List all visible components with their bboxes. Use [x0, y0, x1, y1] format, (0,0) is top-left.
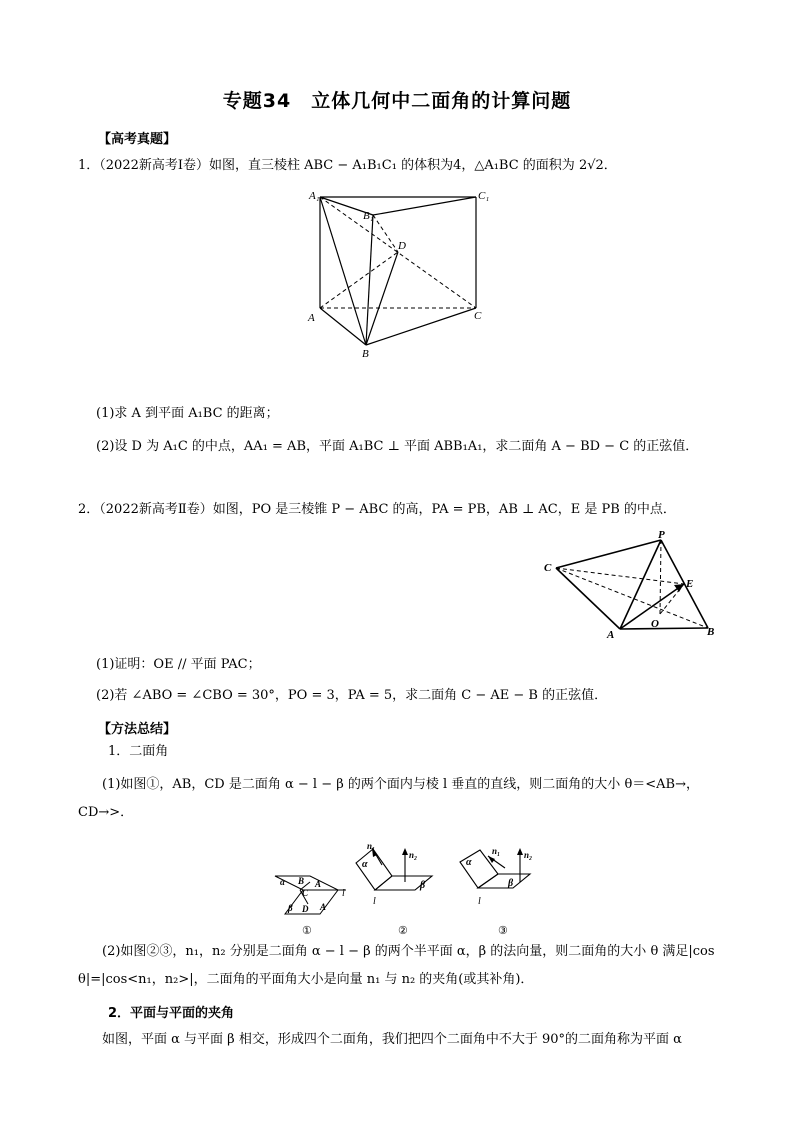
q2-stem: 2．（2022新高考Ⅱ卷）如图，PO 是三棱锥 P − ABC 的高，PA = PB，AB ⊥ AC，E 是 PB 的中点． — [78, 502, 676, 517]
section-heading-exam: 【高考真题】 — [98, 132, 177, 147]
label-C: C — [544, 562, 552, 574]
label-O: O — [651, 618, 659, 630]
fig2-beta: β — [420, 880, 426, 891]
fig2-n1: n₁ — [367, 841, 376, 851]
label-C: C — [474, 310, 482, 322]
method-para-3: 如图，平面 α 与平面 β 相交，形成四个二面角，我们把四个二面角中不大于 90°的二面角称为平面 α — [102, 1032, 682, 1047]
caption-1: ① — [302, 925, 312, 937]
q1-part1: (1)求 A 到平面 A₁BC 的距离； — [96, 406, 279, 421]
fig3-beta: β — [508, 878, 514, 889]
label-E: E — [686, 578, 694, 590]
fig2-l: l — [373, 896, 376, 907]
q1-part2: (2)设 D 为 A₁C 的中点，AA₁ = AB，平面 A₁BC ⊥ 平面 ABB₁A₁，求二面角 A − BD − C 的正弦值． — [96, 439, 699, 454]
fig2-n2: n₂ — [409, 850, 418, 860]
section-heading-method: 【方法总结】 — [98, 722, 177, 737]
q1-stem: 1．（2022新高考Ⅰ卷）如图，直三棱柱 ABC − A₁B₁C₁ 的体积为4，△A₁BC 的面积为 2√2． — [78, 158, 617, 173]
caption-2: ② — [398, 925, 408, 937]
method-heading-1: 1．二面角 — [108, 744, 169, 759]
q2-part1: (1)证明：OE // 平面 PAC； — [96, 657, 261, 672]
fig3-l: l — [478, 896, 481, 907]
method-para-2: (2)如图②③，n₁，n₂ 分别是二面角 α − l − β 的两个半平面 α，β 的法向量，则二面角的大小 θ 满足|cos θ|=|cos<n₁，n₂>|，二面角的平面角大小是向量 n₁ 与 n₂ 的夹角(或其补角)． — [78, 944, 715, 987]
label-A: A — [607, 629, 615, 641]
dihedral-figures — [270, 838, 570, 938]
fig3-n1: n₁ — [492, 846, 501, 856]
fig1-A-upper: A — [315, 879, 322, 889]
fig1-beta: β — [288, 903, 293, 913]
fig1-D: D — [302, 904, 309, 914]
fig1-A-lower: A — [320, 902, 327, 912]
label-P: P — [658, 530, 665, 541]
fig1-C: C — [302, 888, 309, 898]
q2-part2: (2)若 ∠ABO = ∠CBO = 30°，PO = 3，PA = 5，求二面角 C − AE − B 的正弦值． — [96, 688, 608, 703]
label-A: A — [308, 312, 315, 324]
fig3-alpha: α — [466, 857, 472, 868]
label-D: D — [398, 240, 406, 252]
caption-3: ③ — [498, 925, 508, 937]
method-para-1: (1)如图①，AB，CD 是二面角 α − l − β 的两个面内与棱 l 垂直的直线，则二面角的大小 θ＝<AB→，CD→>． — [78, 777, 699, 820]
fig1-B: B — [298, 876, 305, 886]
label-B: B — [362, 348, 369, 360]
fig1-l: l — [342, 888, 345, 899]
fig3-n2: n₂ — [524, 850, 533, 860]
prism-figure — [300, 185, 500, 360]
pyramid-figure — [540, 530, 730, 642]
fig1-alpha: α — [280, 877, 285, 887]
page-title: 专题34 立体几何中二面角的计算问题 — [222, 90, 572, 112]
label-B1: B₁ — [363, 210, 374, 222]
method-heading-2: 2．平面与平面的夹角 — [108, 1006, 235, 1021]
fig2-alpha: α — [362, 859, 368, 870]
label-B: B — [707, 626, 715, 638]
label-C1: C₁ — [478, 190, 490, 202]
label-A1: A₁ — [309, 190, 320, 202]
